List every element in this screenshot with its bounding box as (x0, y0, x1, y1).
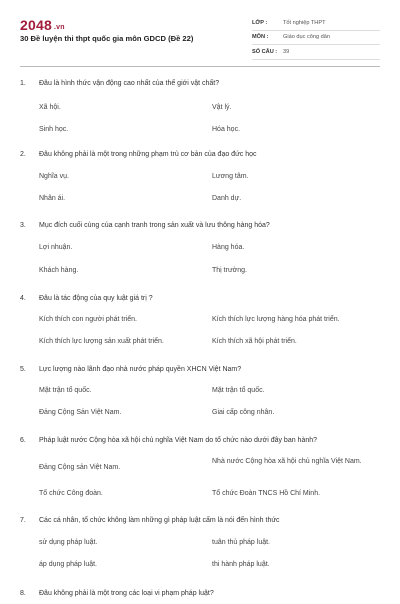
answer-option[interactable]: sử dụng pháp luật. (39, 539, 98, 546)
question-number: 7. (20, 517, 26, 524)
answer-option[interactable]: Tổ chức Công đoàn. (39, 490, 103, 497)
question-item (0, 151, 400, 222)
question-item (0, 590, 400, 604)
answer-option[interactable]: Nhân ái. (39, 195, 66, 202)
question-text: Mục đích cuối cùng của cạnh tranh trong sản xuất và lưu thông hàng hóa? (39, 222, 270, 229)
question-text: Đâu không phải là một trong những phạm trù cơ bản của đạo đức học (39, 151, 257, 158)
question-text: Đâu là hình thức vận động cao nhất của thế giới vật chất? (39, 80, 220, 87)
answer-option[interactable]: Đảng Cộng Sản Việt Nam. (39, 409, 122, 416)
question-item (0, 517, 400, 590)
question-text: Pháp luật nước Cộng hòa xã hội chủ nghĩa Việt Nam do tổ chức nào dưới đây ban hành? (39, 437, 318, 444)
question-text: Lực lượng nào lãnh đạo nhà nước pháp quyền XHCN Việt Nam? (39, 366, 242, 373)
answer-option[interactable]: Hàng hóa. (212, 244, 245, 251)
answer-option[interactable]: áp dụng pháp luật. (39, 561, 97, 568)
meta-count (252, 45, 380, 60)
header-divider (20, 66, 380, 67)
logo-suffix: .vn (53, 24, 65, 31)
question-item (0, 80, 400, 151)
answer-option[interactable]: Tổ chức Đoàn TNCS Hồ Chí Minh. (212, 490, 321, 497)
question-item (0, 366, 400, 437)
site-logo[interactable] (20, 17, 65, 33)
question-number: 5. (20, 366, 26, 373)
answer-option[interactable]: Kích thích xã hội phát triển. (212, 338, 297, 345)
meta-count-label: SỐ CÂU : (252, 48, 278, 55)
logo-text: 2048 (20, 17, 52, 33)
meta-class-label: LỚP : (252, 19, 268, 26)
question-text: Đâu không phải là một trong các loại vi phạm pháp luật? (39, 590, 214, 597)
question-number: 4. (20, 295, 26, 302)
exam-title: 30 Đề luyện thi thpt quốc gia môn GDCD (Đề 22) (20, 34, 194, 43)
question-item (0, 437, 400, 517)
answer-option[interactable]: Kích thích con người phát triển. (39, 316, 137, 323)
answer-option[interactable]: Thị trường. (212, 267, 247, 274)
question-item (0, 222, 400, 295)
answer-option[interactable]: Danh dự. (212, 195, 242, 202)
question-list (0, 80, 400, 604)
answer-option[interactable]: Lợi nhuận. (39, 244, 73, 251)
question-number: 8. (20, 590, 26, 597)
meta-class-value: Tốt nghiệp THPT (283, 19, 326, 26)
question-item (0, 295, 400, 366)
answer-option[interactable]: Mặt trận tổ quốc. (212, 387, 265, 394)
answer-option[interactable]: Xã hội. (39, 104, 61, 111)
question-text: Đâu là tác động của quy luật giá trị ? (39, 295, 153, 302)
meta-subject (252, 31, 380, 46)
answer-option[interactable]: Vật lý. (212, 104, 232, 111)
page-header (0, 0, 400, 62)
question-number: 3. (20, 222, 26, 229)
question-number: 6. (20, 437, 26, 444)
answer-option[interactable]: Lương tâm. (212, 173, 249, 180)
meta-count-value: 39 (283, 48, 290, 55)
exam-meta (252, 16, 380, 60)
question-number: 2. (20, 151, 26, 158)
answer-option[interactable]: Giai cấp công nhân. (212, 409, 275, 416)
answer-option[interactable]: Nghĩa vụ. (39, 173, 69, 180)
answer-option[interactable]: Hóa học. (212, 126, 241, 133)
answer-option[interactable]: Mặt trận tổ quốc. (39, 387, 92, 394)
meta-subject-label: MÔN : (252, 34, 269, 41)
answer-option[interactable]: tuân thủ pháp luật. (212, 539, 270, 546)
answer-option[interactable]: Đảng Cộng sản Việt Nam. (39, 464, 121, 471)
answer-option[interactable]: Nhà nước Cộng hòa xã hội chủ nghĩa Việt Nam. (212, 458, 362, 465)
meta-subject-value: Giáo dục công dân (283, 34, 330, 41)
answer-option[interactable]: Sinh học. (39, 126, 69, 133)
answer-option[interactable]: thi hành pháp luật. (212, 561, 270, 568)
question-text: Các cá nhân, tổ chức không làm những gì pháp luật cấm là nói đến hình thức (39, 517, 280, 524)
meta-class (252, 16, 380, 31)
question-number: 1. (20, 80, 26, 87)
answer-option[interactable]: Kích thích lực lượng hàng hóa phát triển. (212, 316, 340, 323)
answer-option[interactable]: Khách hàng. (39, 267, 79, 274)
answer-option[interactable]: Kích thích lực lượng sản xuất phát triển. (39, 338, 164, 345)
